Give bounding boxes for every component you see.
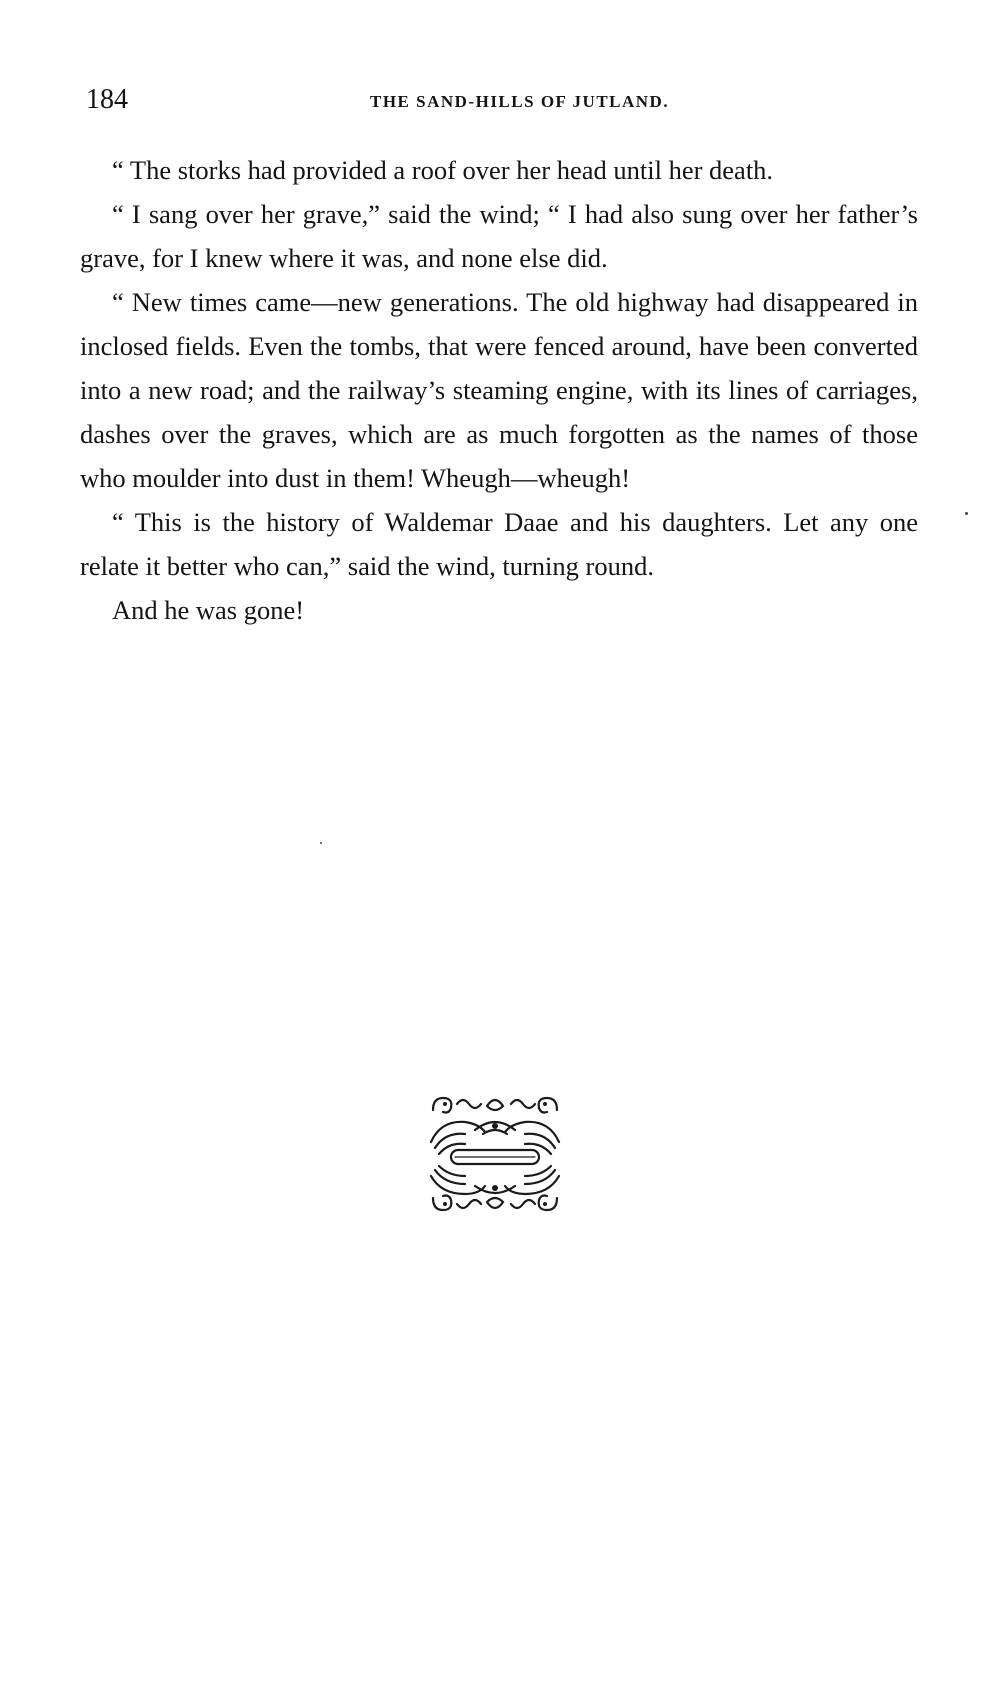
- paragraph: And he was gone!: [112, 595, 305, 625]
- ink-speck: [320, 842, 322, 844]
- tailpiece-ornament-icon: [425, 1090, 565, 1218]
- running-title: THE SAND-HILLS OF JUTLAND.: [370, 92, 670, 111]
- paragraph: “ This is the history of Waldemar Daae and his daughters. Let any one relate it better who can,” said the wind, turning round.: [80, 507, 918, 581]
- paragraph: “ I sang over her grave,” said the wind; “ I had also sung over her father’s grave, for I knew where it was, and none else did.: [80, 199, 918, 273]
- paragraph: “ New times came—new generations. The old highway had disappeared in inclosed fields. Even the tombs, that were fenced around, have been converted into a new road; and the railway’s steaming engine, with its lines of carriages, dashes over the graves, which are as much forgotten as the names of those who moulder into dust in them! Wheugh—wheugh!: [80, 287, 918, 493]
- paragraph: “ The storks had provided a roof over her head until her death.: [112, 155, 774, 185]
- page-number: 184: [86, 84, 128, 115]
- running-head: [80, 80, 920, 120]
- body-text: [80, 148, 918, 632]
- ink-speck: [965, 512, 968, 515]
